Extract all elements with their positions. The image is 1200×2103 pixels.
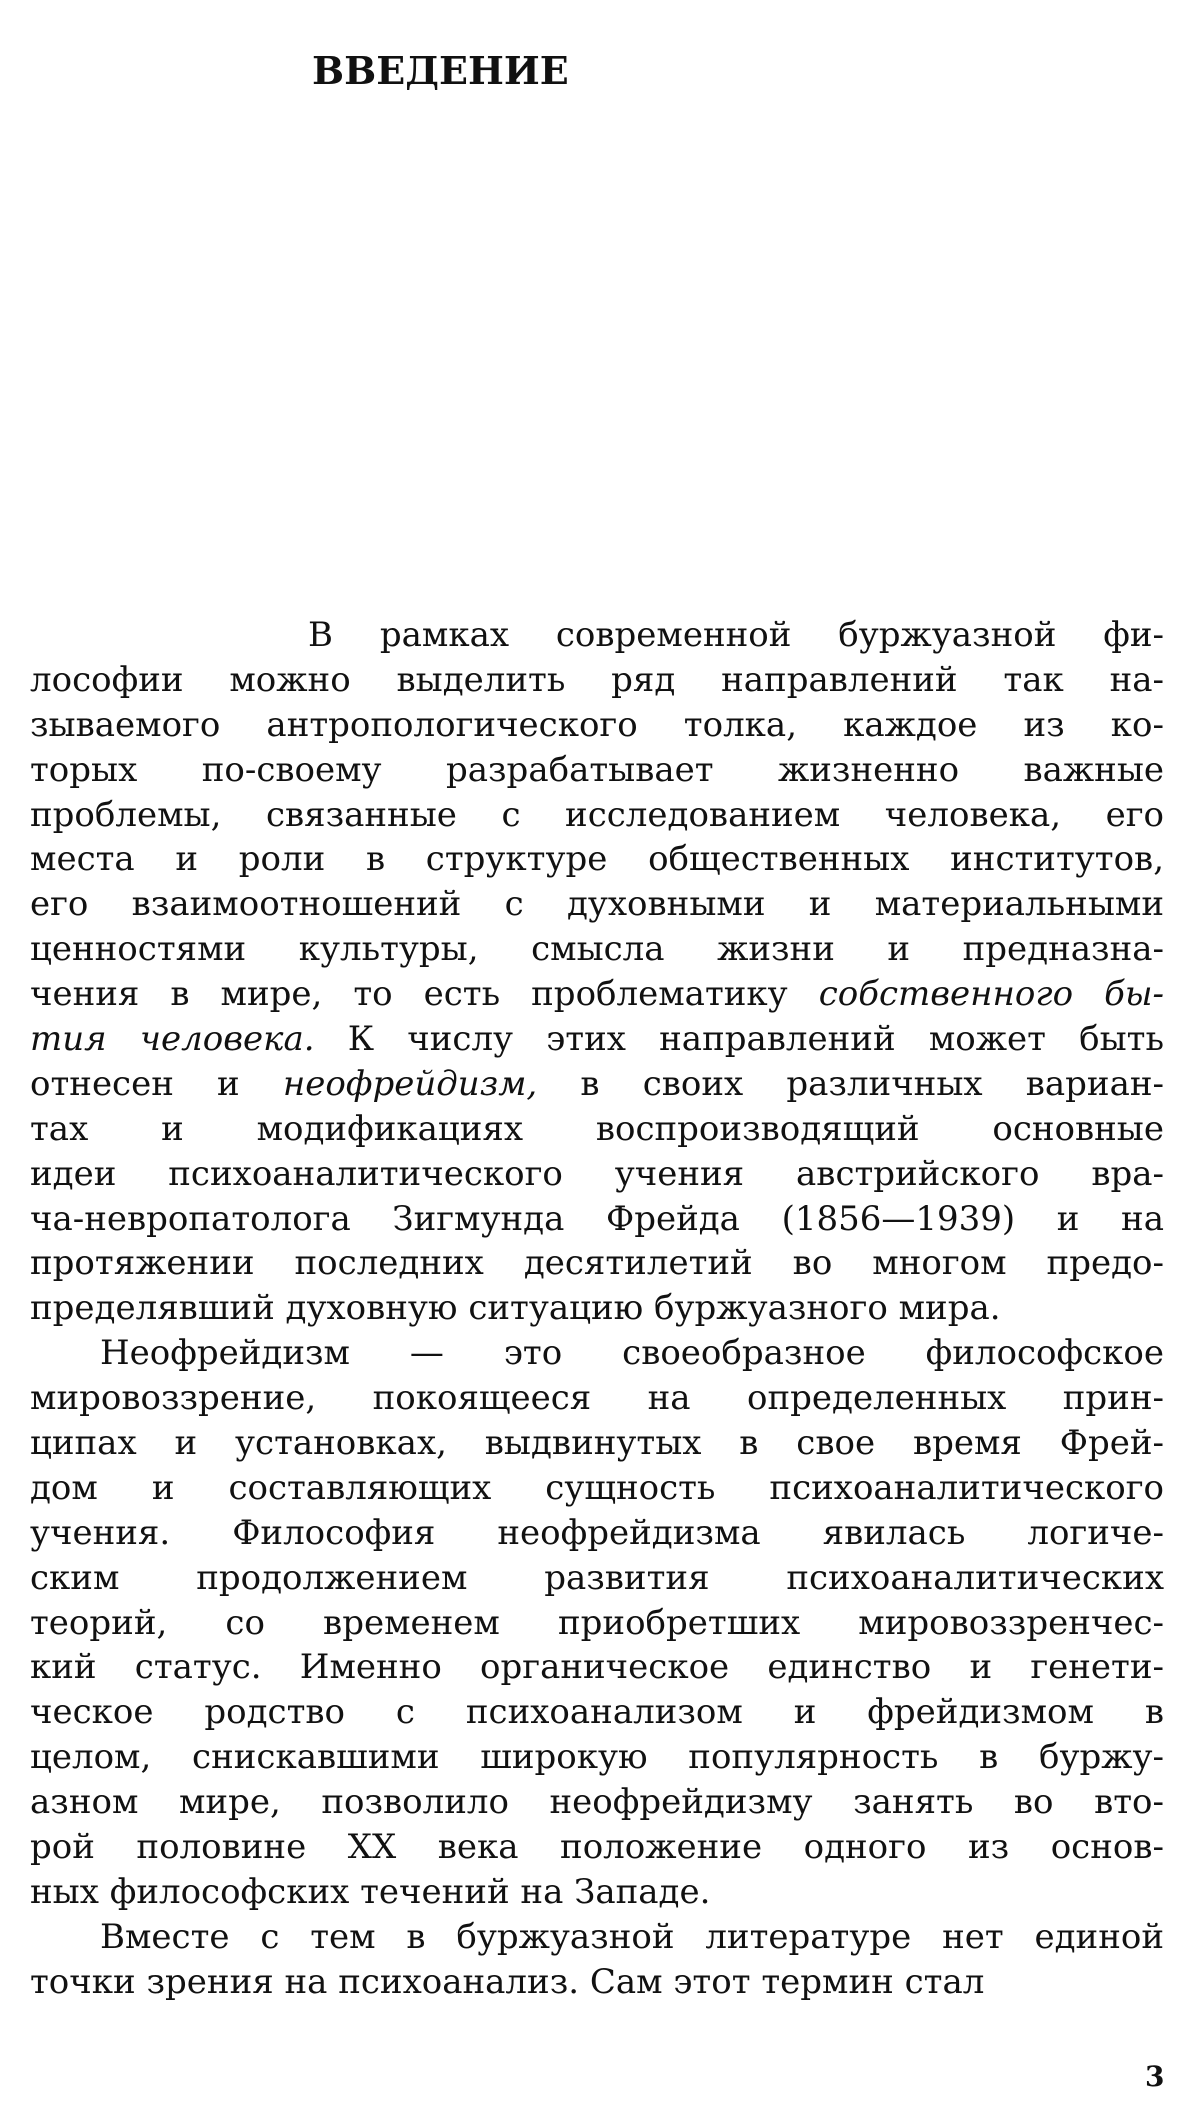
text-line — [30, 1960, 1164, 2005]
text-line — [30, 1735, 1164, 1780]
text-line — [30, 1017, 1164, 1062]
text-segment: зываемого антропологического толка, каждое из ко- — [30, 704, 1164, 745]
body-text — [30, 613, 1164, 2005]
text-segment: ценностями культуры, смысла жизни и предназна- — [30, 929, 1164, 970]
text-segment: дом и составляющих сущность психоаналитического — [30, 1467, 1164, 1508]
text-segment: ча-невропатолога Зигмунда Фрейда (1856—1939) и на — [30, 1198, 1164, 1239]
text-line — [30, 1331, 1164, 1376]
text-line — [30, 1466, 1164, 1511]
text-line — [30, 1601, 1164, 1646]
text-line — [30, 1107, 1164, 1152]
chapter-title: ВВЕДЕНИЕ — [312, 48, 569, 93]
text-segment: учения. Философия неофрейдизма явилась логиче- — [30, 1512, 1164, 1553]
text-segment: тах и модификациях воспроизводящий основные — [30, 1108, 1164, 1149]
text-line — [30, 1376, 1164, 1421]
text-segment: отнесен и — [30, 1063, 283, 1104]
text-segment: точки зрения на психоанализ. Сам этот термин стал — [30, 1961, 985, 2002]
text-line — [30, 1556, 1164, 1601]
text-segment: Вместе с тем в буржуазной литературе нет единой — [100, 1916, 1164, 1957]
text-line — [30, 1286, 1164, 1331]
text-line — [30, 1197, 1164, 1242]
text-segment: ческое родство с психоанализом и фрейдизмом в — [30, 1692, 1164, 1733]
text-segment: протяжении последних десятилетий во многом предо- — [30, 1243, 1164, 1284]
text-line — [30, 837, 1164, 882]
text-line — [30, 658, 1164, 703]
text-segment: его взаимоотношений с духовными и материальными — [30, 884, 1164, 925]
text-line — [30, 882, 1164, 927]
text-segment: пределявший духовную ситуацию буржуазного мира. — [30, 1288, 1001, 1329]
text-line — [30, 613, 1164, 658]
text-segment: чения в мире, то есть проблематику — [30, 974, 819, 1015]
paragraph — [30, 1331, 1164, 1915]
emphasized-text: собственного бы- — [818, 974, 1165, 1015]
text-line — [30, 1825, 1164, 1870]
text-line — [30, 1062, 1164, 1107]
text-line — [30, 1690, 1164, 1735]
text-segment: целом, снискавшими широкую популярность в буржу- — [30, 1737, 1164, 1778]
text-segment: ных философских течений на Западе. — [30, 1871, 711, 1912]
emphasized-text: неофрейдизм, — [282, 1063, 538, 1104]
text-segment: Неофрейдизм — это своеобразное философское — [100, 1333, 1164, 1374]
text-segment: рой половине XX века положение одного из основ- — [30, 1827, 1164, 1868]
emphasized-text: тия человека. — [30, 1019, 315, 1060]
paragraph — [30, 1915, 1164, 2005]
text-segment: в своих различных вариан- — [537, 1063, 1164, 1104]
text-line — [30, 927, 1164, 972]
text-segment: мировоззрение, покоящееся на определенных прин- — [30, 1378, 1164, 1419]
text-line — [30, 748, 1164, 793]
text-segment: лософии можно выделить ряд направлений так на- — [30, 659, 1164, 700]
text-segment: К числу этих направлений может быть — [314, 1019, 1164, 1060]
text-line — [30, 1780, 1164, 1825]
text-line — [30, 1152, 1164, 1197]
text-segment: ципах и установках, выдвинутых в свое время Фрей- — [30, 1423, 1164, 1464]
text-segment: места и роли в структуре общественных институтов, — [30, 839, 1164, 880]
page-number: 3 — [1145, 2060, 1165, 2093]
text-segment: проблемы, связанные с исследованием человека, его — [30, 794, 1164, 835]
text-line — [30, 1511, 1164, 1556]
text-line — [30, 1241, 1164, 1286]
text-line — [30, 1421, 1164, 1466]
text-line — [30, 793, 1164, 838]
paragraph — [30, 613, 1164, 1331]
text-segment: кий статус. Именно органическое единство и генети- — [30, 1647, 1164, 1688]
text-segment: азном мире, позволило неофрейдизму занять во вто- — [30, 1782, 1164, 1823]
text-line — [30, 1915, 1164, 1960]
text-segment: теорий, со временем приобретших мировоззренчес- — [30, 1602, 1164, 1643]
text-segment: идеи психоаналитического учения австрийского вра- — [30, 1153, 1164, 1194]
text-line — [30, 1870, 1164, 1915]
text-line — [30, 703, 1164, 748]
text-line — [30, 972, 1164, 1017]
text-line — [30, 1645, 1164, 1690]
text-segment: ским продолжением развития психоаналитических — [30, 1557, 1164, 1598]
text-segment: В рамках современной буржуазной фи- — [308, 615, 1164, 655]
text-segment: торых по-своему разрабатывает жизненно важные — [30, 749, 1164, 790]
